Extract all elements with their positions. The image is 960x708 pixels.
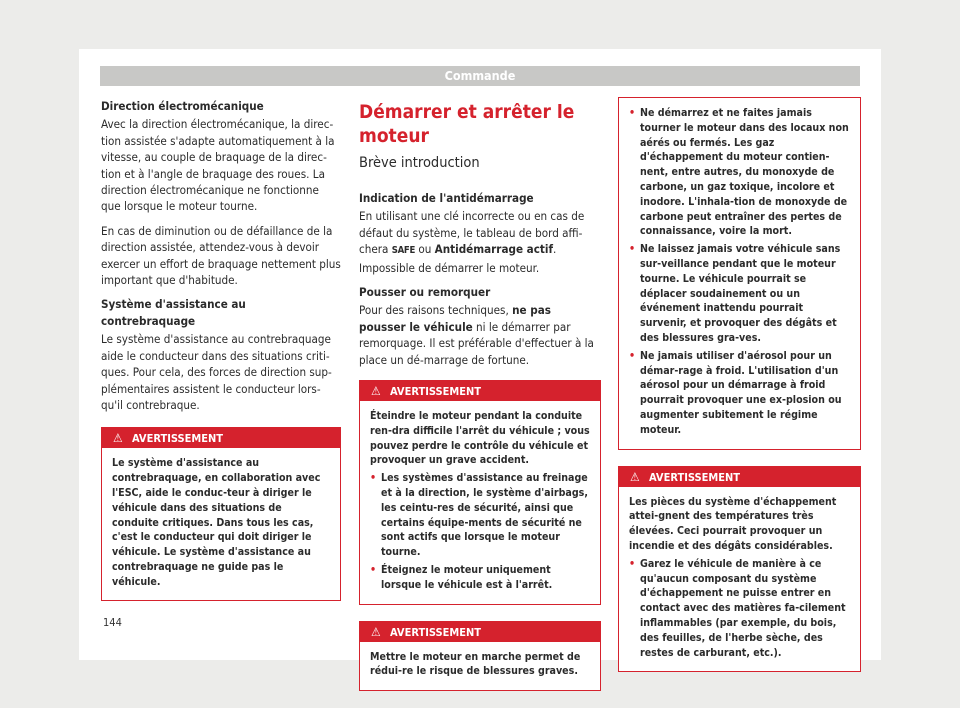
warning-body [619,487,860,672]
bullet-dot: • [370,564,377,577]
warning-box [618,466,861,673]
heading-direction: Direction électromécanique [101,99,264,113]
warning-box [101,427,341,601]
paragraph [359,208,601,276]
warning-bullet [629,349,850,438]
warning-body [102,448,340,600]
heading-contrebraquage: Système d'assistance au contrebraquage [101,297,246,328]
warning-header [619,467,860,487]
paragraph: Le système d'assistance au contrebraquage aide le conducteur dans des situations criti-ques. Pour cela, des forces de direction sup-plémentaires assistent le conducteur lors-qu'il contrebraque. [101,332,332,412]
warning-label: AVERTISSEMENT [390,625,482,639]
bullet-dot: • [629,107,636,119]
paragraph: En cas de diminution ou de défaillance de la direction assistée, attendez-vous à devoir exercer un effort de braquage nettement plus important que d'habitude. [101,223,341,288]
text: . Impossible de démarrer le moteur. [359,242,557,275]
warning-text: Éteindre le moteur pendant la conduite ren-dra difficile l'arrêt du véhicule ; vous pouvez perdre le contrôle du véhicule et provoquer un grave accident. [370,410,590,467]
warning-label: AVERTISSEMENT [132,432,224,446]
warning-header [360,622,600,642]
warning-bullet [629,557,850,661]
section-title: Démarrer et arrêter le moteur [359,101,575,147]
warning-bullet [370,563,590,593]
warning-header [102,428,340,448]
warning-text: Le système d'assistance au contrebraquage, en collaboration avec l'ESC, aide le conduc-teur à diriger le véhicule dans des situations de conduite critiques. Dans tous les cas, c'est le conducteur qui doit diriger le véhicule. Le système d'assistance au contrebraquage ne guide pas le véhicule. [112,457,321,588]
warning-text: Les pièces du système d'échappement attei-gnent des températures très élevées. Ceci pourrait provoquer un incendie et des dégâts considérables. [629,495,837,552]
bullet-text: Éteignez le moteur uniquement lorsque le véhicule est à l'arrêt. [381,564,553,591]
warning-triangle-icon: ⚠ [371,624,381,639]
warning-box [359,621,601,692]
heading-pousser: Pousser ou remorquer [359,285,491,300]
warning-box [359,380,601,605]
bold-text: Antidémarrage actif [434,242,553,257]
page-number: 144 [103,616,122,629]
warning-triangle-icon: ⚠ [371,384,381,399]
column-2 [359,100,601,691]
bullet-text: Ne laissez jamais votre véhicule sans sur-veillance pendant que le moteur tourne. Le véhicule pourrait se déplacer soudainement ou un événement inattendu pourrait survenir, et provoquer des dégâts et des blessures gra-ves. [640,243,841,344]
bullet-dot: • [629,243,636,256]
warning-box-continued [618,97,861,450]
text: ni le démarrer par remorquage. Il est préférable d'effectuer à la place un dé-marrage de fortune. [359,319,594,367]
bullet-text: Les systèmes d'assistance au freinage et à la direction, le système d'airbags, les ceintu-res de sécurité, ainsi que certains équipe-ments de sécurité ne sont actifs que lorsque le moteur tourne. [381,472,588,559]
bullet-dot: • [370,472,377,485]
bold-text: ne pas pousser le véhicule [359,303,551,334]
warning-body [360,642,600,691]
section-header: Commande [100,66,860,86]
warning-bullet [370,471,590,560]
warning-header [360,381,600,401]
bullet-dot: • [629,349,636,362]
bullet-text: Ne démarrez et ne faites jamais tourner le moteur dans des locaux non aérés ou fermés. Les gaz d'échappement du moteur contien-nent, entre autres, du monoxyde de carbone, un gaz toxique, incolore et inodore. L'inhala-tion de monoxyde de carbone peut entraîner des pertes de connaissance, voire la mort. [640,107,849,238]
bullet-text: Ne jamais utiliser d'aérosol pour un démar-rage à froid. L'utilisation d'un aérosol pour un démarrage à froid pourrait provoquer une ex-plosion ou augmenter subitement le régime moteur. [640,349,842,436]
paragraph [359,302,601,368]
warning-bullet [629,242,850,346]
warning-triangle-icon: ⚠ [630,469,640,484]
paragraph: Avec la direction électromécanique, la direc-tion assistée s'adapte automatiquement à la vitesse, au couple de braquage de la direc-tion et à l'angle de braquage des roues. La direction électromécanique ne fonctionne que lorsque le moteur tourne. [101,117,335,214]
text: Pour des raisons techniques, [359,303,513,318]
column-3 [618,97,861,672]
warning-bullet [629,106,850,239]
section-subtitle: Brève introduction [359,155,480,171]
warning-text: Mettre le moteur en marche permet de rédui-re le risque de blessures graves. [370,650,581,678]
column-1 [101,98,341,601]
warning-label: AVERTISSEMENT [390,385,482,399]
bullet-dot: • [629,557,636,570]
warning-triangle-icon: ⚠ [113,431,123,446]
text: ou [415,242,435,257]
bullet-text: Garez le véhicule de manière à ce qu'aucun composant du système d'échappement ne puisse entrer en contact avec des matières fa-cilement inflammables (par exemple, du bois, des feuilles, de l'herbe sèche, des restes de carburant, etc.). [640,557,846,659]
text: En utilisant une clé incorrecte ou en cas de défaut du système, le tableau de bord affi-chera [359,209,585,257]
safe-icon: SAFE [391,245,416,257]
heading-antidemarrage: Indication de l'antidémarrage [359,191,534,205]
warning-label: AVERTISSEMENT [649,470,741,484]
warning-body [360,401,600,604]
warning-body [619,98,860,449]
